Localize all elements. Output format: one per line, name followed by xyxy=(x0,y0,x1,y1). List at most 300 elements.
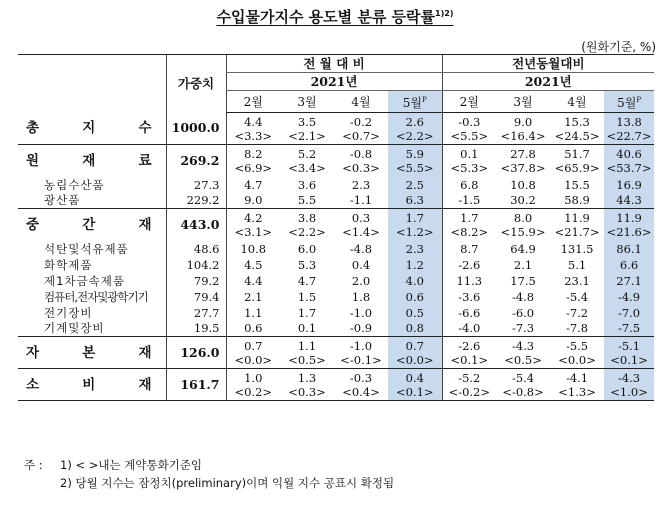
value-cell xyxy=(226,369,280,401)
contract-currency-value: <0.4> xyxy=(342,384,380,399)
value: 0.1 xyxy=(297,321,317,336)
value-cell xyxy=(550,145,604,177)
value-cell xyxy=(334,193,388,209)
value-cell xyxy=(550,193,604,209)
value: 4.7 xyxy=(297,273,317,288)
value-cell xyxy=(496,241,550,257)
preliminary-mark: P xyxy=(422,96,427,104)
value: 11.3 xyxy=(456,273,483,288)
table-row xyxy=(18,257,654,273)
value: 1.1 xyxy=(297,338,317,353)
value-cell xyxy=(604,145,654,177)
header-month xyxy=(442,91,496,113)
value: 17.5 xyxy=(510,273,536,288)
contract-currency-value: <1.3> xyxy=(558,384,596,399)
table-row xyxy=(18,369,654,401)
weight-cell: 229.2 xyxy=(166,193,226,209)
value-cell xyxy=(496,209,550,241)
value-cell xyxy=(388,273,442,289)
contract-currency-value: <0.3> xyxy=(288,384,326,399)
header-month xyxy=(550,91,604,113)
value: -5.4 xyxy=(511,370,535,385)
value-cell xyxy=(388,257,442,273)
value: 27.8 xyxy=(510,146,536,161)
value: 3.8 xyxy=(297,210,317,225)
value-cell xyxy=(496,145,550,177)
weight-cell: 79.2 xyxy=(166,273,226,289)
value: 1.7 xyxy=(405,210,424,225)
header-year-mom: 2021년 xyxy=(226,73,442,91)
value: 2.6 xyxy=(405,114,424,129)
value-cell xyxy=(334,145,388,177)
header-mom: 전 월 대 비 xyxy=(226,55,442,73)
value: -1.5 xyxy=(458,193,481,208)
contract-currency-value: <0.1> xyxy=(450,352,489,367)
table-row xyxy=(18,289,654,305)
value-cell xyxy=(442,337,496,369)
value-cell xyxy=(226,113,280,145)
header-month xyxy=(388,91,442,113)
weight-cell: 27.7 xyxy=(166,305,226,321)
value: 15.5 xyxy=(564,177,590,192)
value-cell xyxy=(388,369,442,401)
value-cell xyxy=(442,177,496,193)
value-cell xyxy=(334,273,388,289)
value-cell xyxy=(442,289,496,305)
value-cell xyxy=(226,305,280,321)
value-cell xyxy=(442,241,496,257)
value-cell xyxy=(550,177,604,193)
value: -6.6 xyxy=(458,305,481,320)
contract-currency-value: <5.5> xyxy=(450,128,489,143)
month-label: 5월 xyxy=(617,96,637,110)
value: 6.6 xyxy=(619,257,639,272)
contract-currency-value: <53.7> xyxy=(606,160,652,175)
value: 1.5 xyxy=(297,289,317,304)
value-cell xyxy=(226,257,280,273)
value-cell xyxy=(388,289,442,305)
header-year-yoy: 2021년 xyxy=(442,73,654,91)
value: -5.4 xyxy=(565,289,589,304)
value: -0.3 xyxy=(349,370,373,385)
value-cell xyxy=(388,113,442,145)
contract-currency-value: <0.5> xyxy=(288,352,326,367)
value: -0.2 xyxy=(349,114,373,129)
value: -0.3 xyxy=(458,114,481,129)
value-cell xyxy=(388,209,442,241)
value-cell xyxy=(442,257,496,273)
unit-label: (원화기준, %) xyxy=(581,40,656,54)
value: 23.1 xyxy=(564,273,590,288)
row-label: 자 본 재 xyxy=(18,337,166,369)
value-cell xyxy=(442,321,496,337)
value: -0.9 xyxy=(349,321,373,336)
value-cell xyxy=(496,177,550,193)
value-cell xyxy=(496,369,550,401)
value: 8.0 xyxy=(513,210,533,225)
value-cell xyxy=(496,305,550,321)
footnote-text: 2) 당월 지수는 잠정치(preliminary)이며 익월 지수 공표시 확정됨 xyxy=(60,476,395,490)
title-footnote-mark: 1)2) xyxy=(435,9,454,18)
header-weight: 가중치 xyxy=(166,55,226,113)
contract-currency-value: <21.6> xyxy=(606,224,652,239)
value: 11.9 xyxy=(616,210,642,225)
import-price-table xyxy=(18,54,654,401)
value-cell xyxy=(334,209,388,241)
value: 2.1 xyxy=(513,257,533,272)
value-cell xyxy=(442,209,496,241)
value-cell xyxy=(388,305,442,321)
row-label: 석탄및석유제품 xyxy=(44,241,129,256)
weight-cell: 79.4 xyxy=(166,289,226,305)
value-cell xyxy=(280,321,334,337)
month-label: 3월 xyxy=(513,94,533,109)
contract-currency-value: <0.7> xyxy=(342,128,380,143)
value-cell xyxy=(442,113,496,145)
value-cell xyxy=(496,321,550,337)
value-cell xyxy=(280,113,334,145)
value: 3.5 xyxy=(297,114,317,129)
value: 27.1 xyxy=(616,273,642,288)
value: 0.6 xyxy=(244,321,263,336)
value-cell xyxy=(226,337,280,369)
value: 13.8 xyxy=(616,114,642,129)
footnote-line xyxy=(24,456,394,474)
value-cell xyxy=(550,273,604,289)
month-label: 2월 xyxy=(243,94,263,109)
contract-currency-value: <0.0> xyxy=(234,352,273,367)
value: 1.7 xyxy=(297,305,317,320)
value-cell xyxy=(388,193,442,209)
footnote-label: 주 : xyxy=(24,458,43,472)
value: 6.0 xyxy=(297,241,317,256)
footnote-text: 1) < >내는 계약통화기준임 xyxy=(60,458,203,472)
value: 10.8 xyxy=(240,241,267,256)
month-label: 4월 xyxy=(567,94,587,109)
value-cell xyxy=(226,177,280,193)
value: 11.9 xyxy=(564,210,590,225)
value-cell xyxy=(496,273,550,289)
header-month xyxy=(604,91,654,113)
value: 4.7 xyxy=(244,177,263,192)
value-cell xyxy=(496,337,550,369)
value-cell xyxy=(442,193,496,209)
header-yoy: 전년동월대비 xyxy=(442,55,654,73)
contract-currency-value: <2.1> xyxy=(288,128,326,143)
value: 0.3 xyxy=(351,210,371,225)
value: -7.5 xyxy=(617,321,641,336)
value: 0.1 xyxy=(460,146,479,161)
month-label: 4월 xyxy=(351,94,371,109)
value-cell xyxy=(550,337,604,369)
value: -5.1 xyxy=(617,338,641,353)
value-cell xyxy=(496,113,550,145)
value-cell xyxy=(226,273,280,289)
value-cell xyxy=(550,257,604,273)
table-row xyxy=(18,337,654,369)
value: 4.2 xyxy=(244,210,263,225)
table-row xyxy=(18,321,654,337)
value-cell xyxy=(442,305,496,321)
value-cell xyxy=(604,209,654,241)
value: 6.8 xyxy=(460,177,479,192)
value: 1.7 xyxy=(460,210,479,225)
value: 10.8 xyxy=(510,177,536,192)
value: 9.0 xyxy=(513,114,533,129)
value-cell xyxy=(280,145,334,177)
header-month xyxy=(334,91,388,113)
value-cell xyxy=(496,193,550,209)
value-cell xyxy=(226,321,280,337)
value: 0.7 xyxy=(244,338,263,353)
value-cell xyxy=(334,177,388,193)
contract-currency-value: <-0.8> xyxy=(502,384,544,399)
weight-cell: 19.5 xyxy=(166,321,226,337)
value-cell xyxy=(334,289,388,305)
contract-currency-value: <22.7> xyxy=(606,128,652,143)
value: 6.3 xyxy=(405,193,424,208)
value: 1.0 xyxy=(244,370,263,385)
value-cell xyxy=(226,145,280,177)
value: 9.0 xyxy=(244,193,263,208)
contract-currency-value: <8.2> xyxy=(450,224,489,239)
value: -4.1 xyxy=(565,370,589,385)
weight-cell: 126.0 xyxy=(166,337,226,369)
value-cell xyxy=(388,145,442,177)
table-row xyxy=(18,209,654,241)
table-title: 수입물가지수 용도별 분류 등락률$^{1)2)}$ xyxy=(216,8,454,26)
contract-currency-value: <-0.1> xyxy=(340,352,382,367)
month-label: 5월 xyxy=(402,96,423,110)
value-cell xyxy=(604,337,654,369)
header-month xyxy=(226,91,280,113)
value-cell xyxy=(550,241,604,257)
table-row xyxy=(18,145,654,177)
value-cell xyxy=(226,209,280,241)
contract-currency-value: <1.0> xyxy=(610,384,648,399)
row-label: 화학제품 xyxy=(44,257,93,272)
value: 5.1 xyxy=(567,257,587,272)
row-label: 기계및장비 xyxy=(18,321,166,337)
value-cell xyxy=(280,337,334,369)
value-cell xyxy=(550,369,604,401)
value: -7.0 xyxy=(617,305,641,320)
contract-currency-value: <3.4> xyxy=(288,160,326,175)
row-label: 원 재 료 xyxy=(26,152,154,169)
value: 2.5 xyxy=(405,177,424,192)
value-cell xyxy=(388,337,442,369)
value: 0.4 xyxy=(351,257,371,272)
value-cell xyxy=(496,257,550,273)
value-cell xyxy=(442,369,496,401)
value: -5.5 xyxy=(565,338,589,353)
value-cell xyxy=(550,305,604,321)
value: -1.0 xyxy=(349,338,373,353)
weight-cell: 104.2 xyxy=(166,257,226,273)
value: 1.2 xyxy=(405,257,424,272)
value-cell xyxy=(388,241,442,257)
value: -4.3 xyxy=(617,370,641,385)
value-cell xyxy=(442,273,496,289)
value: 86.1 xyxy=(616,241,642,256)
value-cell xyxy=(388,177,442,193)
row-label: 전기장비 xyxy=(44,305,93,320)
contract-currency-value: <0.1> xyxy=(395,384,434,399)
value: 1.1 xyxy=(244,305,263,320)
value-cell xyxy=(280,273,334,289)
contract-currency-value: <1.4> xyxy=(342,224,380,239)
value: 5.5 xyxy=(297,193,317,208)
value-cell xyxy=(280,257,334,273)
header-month xyxy=(496,91,550,113)
row-label: 광산품 xyxy=(18,193,166,209)
contract-currency-value: <16.4> xyxy=(500,128,546,143)
value: 40.6 xyxy=(616,146,642,161)
value: -4.0 xyxy=(458,321,481,336)
value-cell xyxy=(550,113,604,145)
value-cell xyxy=(604,305,654,321)
value: 5.9 xyxy=(405,146,424,161)
table-row xyxy=(18,305,654,321)
header-blank xyxy=(18,55,166,113)
value-cell xyxy=(334,305,388,321)
value-cell xyxy=(280,177,334,193)
value: 0.4 xyxy=(405,370,424,385)
weight-cell: 269.2 xyxy=(166,145,226,177)
contract-currency-value: <21.7> xyxy=(554,224,600,239)
contract-currency-value: <24.5> xyxy=(554,128,600,143)
value-cell xyxy=(604,241,654,257)
weight-cell: 161.7 xyxy=(166,369,226,401)
value-cell xyxy=(604,193,654,209)
value-cell xyxy=(280,193,334,209)
value-cell xyxy=(226,193,280,209)
contract-currency-value: <15.9> xyxy=(500,224,546,239)
row-label: 제1차금속제품 xyxy=(44,273,125,288)
contract-currency-value: <3.1> xyxy=(234,224,273,239)
value-cell xyxy=(280,305,334,321)
value-cell xyxy=(604,321,654,337)
value-cell xyxy=(550,321,604,337)
value: 0.6 xyxy=(405,289,424,304)
value-cell xyxy=(604,369,654,401)
value-cell xyxy=(496,289,550,305)
footnotes xyxy=(24,456,394,492)
value: 2.0 xyxy=(351,273,371,288)
value: 8.2 xyxy=(244,146,263,161)
contract-currency-value: <3.3> xyxy=(234,128,273,143)
weight-cell: 48.6 xyxy=(166,241,226,257)
value-cell xyxy=(334,241,388,257)
value: 51.7 xyxy=(564,146,590,161)
value-cell xyxy=(334,113,388,145)
value: 5.2 xyxy=(297,146,317,161)
value-cell xyxy=(226,289,280,305)
value: -1.1 xyxy=(349,193,373,208)
weight-cell: 443.0 xyxy=(166,209,226,241)
value-cell xyxy=(604,177,654,193)
row-label: 컴퓨터,전자및광학기기 xyxy=(44,289,148,304)
value-cell xyxy=(280,369,334,401)
value: -3.6 xyxy=(458,289,481,304)
value: -1.0 xyxy=(349,305,373,320)
contract-currency-value: <37.8> xyxy=(500,160,546,175)
value: 4.4 xyxy=(244,114,263,129)
value: -2.6 xyxy=(458,257,481,272)
row-label: 소 비 재 xyxy=(18,369,166,401)
table-row xyxy=(18,113,654,145)
value-cell xyxy=(550,289,604,305)
contract-currency-value: <0.2> xyxy=(234,384,273,399)
value-cell xyxy=(334,257,388,273)
value: -0.8 xyxy=(349,146,373,161)
month-label: 3월 xyxy=(297,94,317,109)
contract-currency-value: <1.2> xyxy=(395,224,434,239)
value: -4.8 xyxy=(349,241,373,256)
table-row xyxy=(18,241,654,257)
value: 3.6 xyxy=(297,177,317,192)
value: 2.1 xyxy=(244,289,263,304)
contract-currency-value: <0.0> xyxy=(558,352,596,367)
value: -4.3 xyxy=(511,338,535,353)
row-label: 총 지 수 xyxy=(18,113,166,145)
value: -7.8 xyxy=(565,321,589,336)
value-cell xyxy=(550,209,604,241)
value: 15.3 xyxy=(564,114,590,129)
table-row xyxy=(18,193,654,209)
value: 0.5 xyxy=(405,305,424,320)
value: 16.9 xyxy=(616,177,642,192)
contract-currency-value: <65.9> xyxy=(554,160,600,175)
value: 4.0 xyxy=(405,273,424,288)
value: 0.7 xyxy=(405,338,424,353)
value: 8.7 xyxy=(460,241,479,256)
table-row xyxy=(18,273,654,289)
value-cell xyxy=(334,337,388,369)
value: 1.3 xyxy=(297,370,317,385)
value-cell xyxy=(280,241,334,257)
value: 1.8 xyxy=(351,289,371,304)
contract-currency-value: <5.5> xyxy=(395,160,434,175)
value-cell xyxy=(604,257,654,273)
contract-currency-value: <-0.2> xyxy=(448,384,491,399)
footnote-line xyxy=(24,474,394,492)
value: -7.3 xyxy=(511,321,535,336)
contract-currency-value: <5.3> xyxy=(450,160,489,175)
weight-cell: 27.3 xyxy=(166,177,226,193)
value: -5.2 xyxy=(458,370,481,385)
preliminary-mark: P xyxy=(636,96,642,104)
contract-currency-value: <2.2> xyxy=(395,128,434,143)
value-cell xyxy=(604,113,654,145)
value: -4.8 xyxy=(511,289,535,304)
contract-currency-value: <0.0> xyxy=(395,352,434,367)
value: 2.3 xyxy=(405,241,424,256)
value: -6.0 xyxy=(511,305,535,320)
value-cell xyxy=(604,273,654,289)
value-cell xyxy=(604,289,654,305)
value-cell xyxy=(280,209,334,241)
value: 131.5 xyxy=(560,241,594,256)
value: 30.2 xyxy=(510,193,536,208)
value: -4.9 xyxy=(617,289,641,304)
value-cell xyxy=(334,321,388,337)
contract-currency-value: <2.2> xyxy=(288,224,326,239)
row-label: 농림수산품 xyxy=(44,177,105,192)
value-cell xyxy=(280,289,334,305)
value: 4.5 xyxy=(244,257,263,272)
value: 58.9 xyxy=(564,193,590,208)
